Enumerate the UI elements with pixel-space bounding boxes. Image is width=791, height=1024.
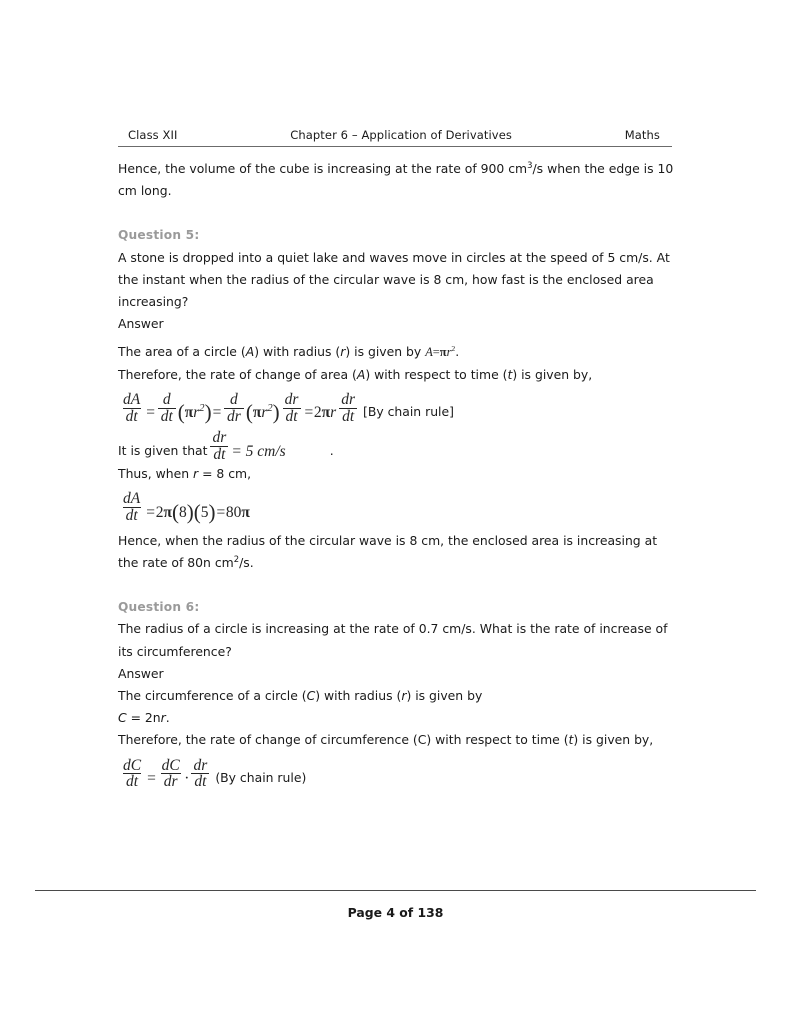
circ-formula-period: . <box>165 710 170 726</box>
answer-label-2: Answer <box>118 665 164 681</box>
fraction-denominator: dt <box>158 408 176 425</box>
rate-line2-pre: Therefore, the rate of change of circumference (C) with respect to time ( <box>118 732 569 748</box>
close-paren-1: ) <box>204 400 212 425</box>
chain-rule-note-1: [By chain rule] <box>363 404 454 420</box>
rate-line-symbol-A: A <box>356 366 366 382</box>
pi-symbol-4: π <box>163 503 172 521</box>
header-chapter-title: Chapter 6 – Application of Derivatives <box>290 128 512 142</box>
close-paren-2: ) <box>272 400 280 425</box>
fraction-dC-dr <box>159 758 183 791</box>
open-paren-2: ( <box>245 400 253 425</box>
multiplication-dot: · <box>184 770 189 788</box>
close-paren-4: ) <box>208 499 216 524</box>
pi-symbol-5: π <box>241 503 250 521</box>
intro-paragraph-exponent: 3 <box>527 159 533 170</box>
answer-label-1: Answer <box>118 316 164 332</box>
circ-formula-r: r <box>160 710 166 726</box>
equals-sign-3: = <box>303 404 314 422</box>
fraction-numerator: dA <box>123 490 141 508</box>
rate-line2-symbol-t: t <box>568 732 574 748</box>
fraction-numerator: dr <box>341 390 355 408</box>
rate-of-change-circumference-line <box>118 729 674 751</box>
intro-paragraph-post: /s when the edge is 10 cm long. <box>118 161 674 199</box>
rate-line-symbol-t: t <box>507 366 513 382</box>
fraction-denominator: dt <box>339 408 357 425</box>
area-formula-pi: π <box>439 345 447 360</box>
area-definition-pre: The area of a circle ( <box>118 344 246 360</box>
group-pi-r-squared-2 <box>246 402 280 424</box>
question-6-text: The radius of a circle is increasing at the rate of 0.7 cm/s. What is the rate of increase of its circumference? <box>118 621 668 659</box>
equals-sign-4: = <box>145 503 156 521</box>
fraction-numerator: d <box>162 390 171 408</box>
group-pi-r-squared-1 <box>178 402 212 424</box>
area-definition-mid: ) with radius ( <box>254 344 341 360</box>
r-symbol-1: r <box>193 404 200 422</box>
fraction-denominator: dr <box>161 773 181 790</box>
fraction-denominator: dt <box>123 408 141 425</box>
page-header <box>118 128 672 142</box>
equation-dA-dt-evaluated <box>118 491 674 524</box>
equals-sign-2: = <box>211 404 223 422</box>
conclusion-post: /s. <box>239 555 254 571</box>
circumference-definition-line <box>118 685 674 707</box>
intro-paragraph-pre: Hence, the volume of the cube is increasing at the rate of 900 cm <box>118 161 528 176</box>
page-content <box>118 158 674 790</box>
circumference-formula-line <box>118 707 674 729</box>
rate-line-mid: ) with respect to time ( <box>365 366 508 382</box>
circ-definition-mid: ) with radius ( <box>315 688 402 704</box>
open-paren-1: ( <box>177 400 185 425</box>
fraction-dr-dt-given <box>210 430 230 463</box>
fraction-dA-dt <box>120 392 143 425</box>
value-five: 5 <box>200 503 209 521</box>
fraction-dr-dt-1 <box>282 392 302 425</box>
open-paren-4: ( <box>193 499 201 524</box>
area-formula-equals: = <box>432 345 440 360</box>
circ-definition-post: ) is given by <box>406 688 483 704</box>
thus-when-r-line <box>118 463 674 485</box>
given-rate-period: . <box>329 442 334 458</box>
footer-divider <box>35 890 756 891</box>
r-symbol-3: r <box>330 404 337 422</box>
area-formula-A: A <box>425 345 433 360</box>
r-symbol-2: r <box>261 404 268 422</box>
radius-symbol-r: r <box>340 344 346 360</box>
rate-line2-post: ) is given by, <box>573 732 654 748</box>
fraction-denominator: dt <box>283 408 301 425</box>
coefficient-2: 2 <box>313 404 322 422</box>
area-formula-exponent: 2 <box>451 344 456 354</box>
area-formula-period: . <box>455 344 460 360</box>
fraction-dA-dt-2 <box>120 491 143 524</box>
question-6-heading: Question 6: <box>118 600 200 615</box>
intro-paragraph <box>118 158 674 202</box>
circ-formula-rest: = 2n <box>126 710 161 726</box>
given-rate-value: = 5 cm/s <box>231 442 286 460</box>
area-formula <box>425 345 455 359</box>
circ-radius-symbol-r: r <box>401 688 407 704</box>
fraction-denominator: dr <box>224 408 244 425</box>
area-definition-post: ) is given by <box>345 344 422 360</box>
coefficient-2b: 2 <box>155 503 164 521</box>
result-eighty-pi <box>226 502 250 524</box>
equation-dC-dt-chain-rule <box>118 758 674 791</box>
open-paren-3: ( <box>171 499 179 524</box>
fraction-d-dt <box>158 392 176 425</box>
close-paren-3: ) <box>186 499 194 524</box>
thus-post: = 8 cm, <box>198 466 252 482</box>
fraction-numerator: dr <box>193 756 208 774</box>
equation-dA-dt-chain-rule <box>118 392 674 425</box>
thus-pre: Thus, when <box>118 466 194 482</box>
fraction-denominator: dt <box>191 773 209 790</box>
circumference-symbol-C: C <box>306 688 316 704</box>
header-subject-label: Maths <box>624 128 660 142</box>
term-two-pi-r <box>314 402 336 424</box>
pi-symbol-1: π <box>184 404 194 422</box>
rate-line-post: ) is given by, <box>512 366 593 382</box>
fraction-dr-dt-3 <box>191 758 211 791</box>
conclusion-paragraph-q5 <box>118 530 674 574</box>
fraction-numerator: dC <box>161 756 180 774</box>
fraction-denominator: dt <box>123 773 141 790</box>
pi-symbol-3: π <box>321 404 331 422</box>
given-lead-text: It is given that <box>118 442 208 458</box>
equals-sign-6: = <box>146 770 157 788</box>
circ-definition-pre: The circumference of a circle ( <box>118 688 307 704</box>
question-5-text: A stone is dropped into a quiet lake and waves move in circles at the speed of 5 cm/s. At the instant when the radius of the circular wave is 8 cm, how fast is the enclosed area increasing? <box>118 249 670 310</box>
rate-line-pre: Therefore, the rate of change of area ( <box>118 366 357 382</box>
area-definition-line <box>118 341 674 363</box>
thus-symbol-r: r <box>193 466 199 482</box>
page-number-label: Page 4 of 138 <box>347 905 444 920</box>
evaluated-expression <box>155 499 216 524</box>
fraction-numerator: dr <box>284 390 299 408</box>
area-symbol-A: A <box>245 344 255 360</box>
fraction-denominator: dt <box>123 507 141 524</box>
fraction-numerator: dC <box>123 756 142 774</box>
fraction-dr-dt-2 <box>338 392 358 425</box>
exponent-2: 2 <box>267 403 273 415</box>
question-5-heading: Question 5: <box>118 228 200 243</box>
chain-rule-note-2: (By chain rule) <box>215 770 307 786</box>
rate-of-change-area-line <box>118 364 674 386</box>
fraction-numerator: d <box>230 390 238 408</box>
fraction-denominator: dt <box>210 446 228 463</box>
equals-sign-1: = <box>145 404 156 422</box>
fraction-numerator: dA <box>123 390 141 408</box>
given-rate-line <box>118 430 674 463</box>
fraction-d-dr <box>224 392 244 425</box>
value-eight: 8 <box>178 503 187 521</box>
conclusion-exponent: 2 <box>233 553 240 564</box>
circ-formula-C: C <box>118 710 127 726</box>
header-divider <box>118 146 672 147</box>
exponent-1: 2 <box>199 403 205 415</box>
pi-symbol-2: π <box>252 404 262 422</box>
area-formula-r: r <box>446 345 452 360</box>
header-class-label: Class XII <box>128 128 178 142</box>
fraction-dC-dt <box>120 758 144 791</box>
fraction-numerator: dr <box>212 429 227 447</box>
equals-sign-5: = <box>215 503 226 521</box>
result-value: 80 <box>225 503 242 521</box>
conclusion-pre: Hence, when the radius of the circular wave is 8 cm, the enclosed area is increasing at the rate of 80n cm <box>118 532 658 571</box>
